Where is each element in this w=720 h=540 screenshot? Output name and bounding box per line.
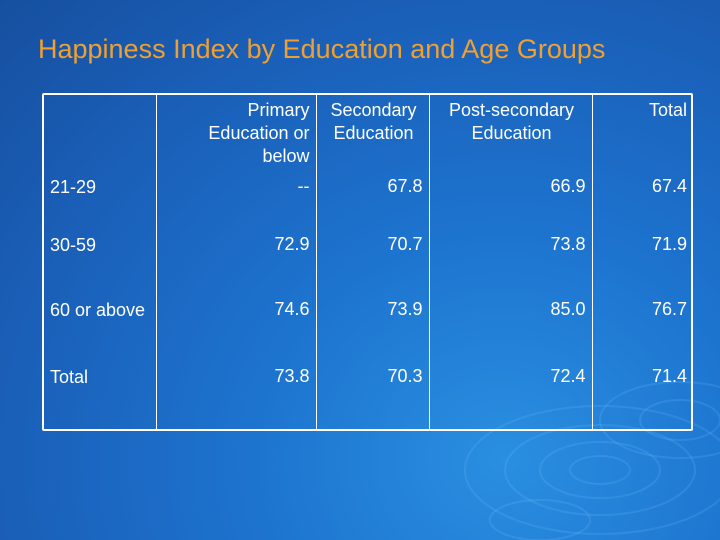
row-label: Total [50, 367, 89, 387]
table-cell: 70.3 [316, 365, 429, 431]
table-cell: 72.9 [156, 233, 316, 298]
table-cell: 73.8 [156, 365, 316, 431]
table-row [42, 298, 693, 365]
table-row [42, 233, 693, 298]
table-cell: 67.8 [316, 175, 429, 233]
table-cell: 73.9 [316, 298, 429, 365]
header-cell-empty [42, 93, 156, 175]
table-header-row [42, 93, 693, 175]
row-label: 21-29 [50, 177, 97, 197]
header-primary-education: Primary Education or below [156, 93, 316, 175]
happiness-table [42, 93, 693, 431]
table-row [42, 365, 693, 431]
header-secondary-education: Secondary Education [316, 93, 429, 175]
row-label: 30-59 [50, 235, 97, 255]
table-cell: 76.7 [592, 298, 693, 365]
row-label: 60 or above [50, 300, 146, 320]
table-cell: 70.7 [316, 233, 429, 298]
table-cell: 71.9 [592, 233, 693, 298]
page-title: Happiness Index by Education and Age Groups [38, 34, 606, 64]
table-row [42, 175, 693, 233]
header-total: Total [592, 93, 693, 175]
header-post-secondary-education: Post-secondary Education [429, 93, 592, 175]
table-cell: 71.4 [592, 365, 693, 431]
table-cell: -- [156, 175, 316, 233]
table-cell: 66.9 [429, 175, 592, 233]
table-cell: 72.4 [429, 365, 592, 431]
table-cell: 73.8 [429, 233, 592, 298]
table-cell: 67.4 [592, 175, 693, 233]
table-cell: 85.0 [429, 298, 592, 365]
table-cell: 74.6 [156, 298, 316, 365]
